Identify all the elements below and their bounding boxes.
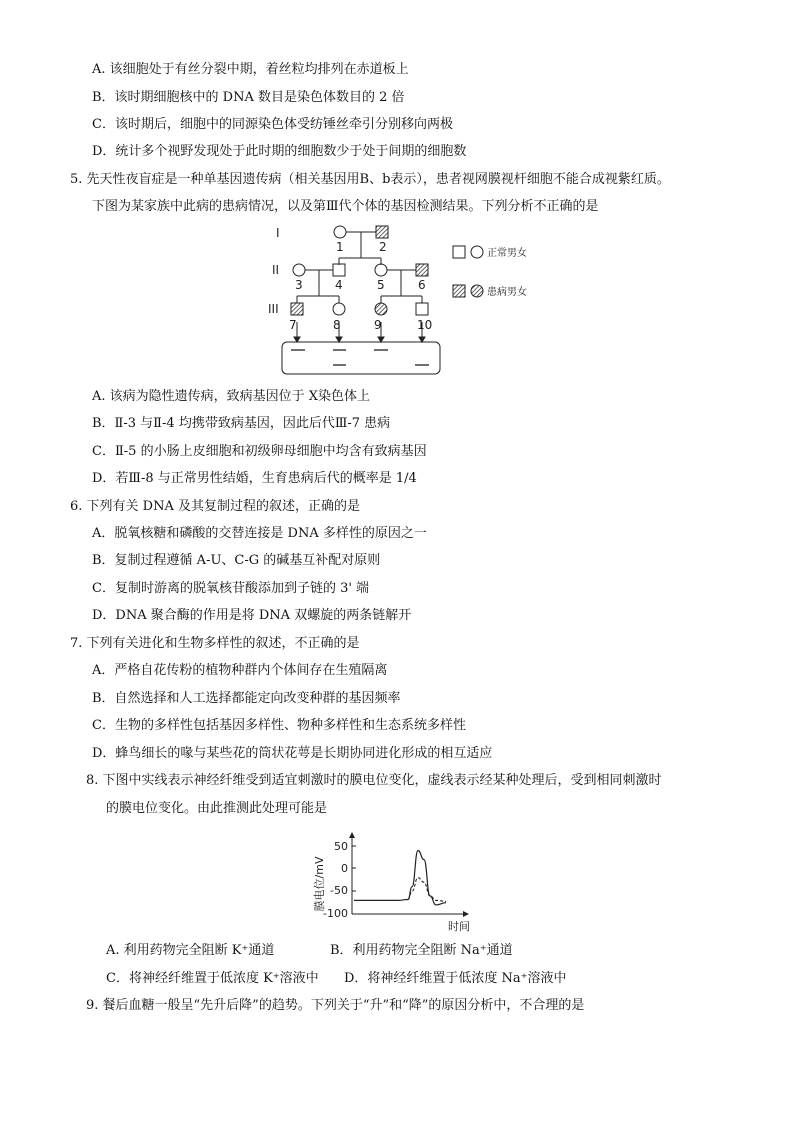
q4-option-a: A. 该细胞处于有丝分裂中期，着丝粒均排列在赤道板上 [92,62,409,77]
q5-option-b: B．Ⅱ-3 与Ⅱ-4 均携带致病基因，因此后代Ⅲ-7 患病 [92,416,391,431]
label-7: 7 [289,318,297,332]
y-tick-label: 50 [334,840,348,853]
q4-option-d: D．统计多个视野发现处于此时期的细胞数少于处于间期的细胞数 [92,144,467,159]
label-1: 1 [336,240,344,254]
q8-option-b: B．利用药物完全阻断 Na⁺通道 [330,943,513,958]
individual-I-1 [334,226,346,238]
label-4: 4 [335,278,343,292]
x-axis-arrow [463,911,469,917]
q5-option-c: C．Ⅱ-5 的小肠上皮细胞和初级卵母细胞中均含有致病基因 [92,444,427,459]
q8-option-a: A. 利用药物完全阻断 K⁺通道 [106,943,275,958]
gen-label-2: II [272,263,280,277]
q8-option-c: C．将神经纤维置于低浓度 K⁺溶液中 [106,971,319,986]
q7-option-c: C．生物的多样性包括基因多样性、物种多样性和生态系统多样性 [92,718,466,733]
chart-ylabel: 膜电位/mV [313,856,326,912]
q5-stem-line2: 下图为某家族中此病的患病情况，以及第Ⅲ代个体的基因检测结果。下列分析不正确的是 [92,199,599,214]
y-axis-arrow [349,832,355,838]
pedigree-diagram [260,220,550,380]
q7-stem: 7. 下列有关进化和生物多样性的叙述，不正确的是 [70,636,360,651]
q8-option-d: D．将神经纤维置于低浓度 Na⁺溶液中 [344,971,567,986]
individual-II-3 [293,264,305,276]
legend-affected-female-icon [471,285,483,297]
q8-stem-line2: 的膜电位变化。由此推测此处理可能是 [106,801,328,816]
individual-II-4 [333,264,345,276]
membrane-potential-chart [308,830,478,938]
label-8: 8 [333,318,341,332]
individual-II-6 [416,264,428,276]
gen-label-1: I [276,226,280,240]
gel-result-box [282,342,440,374]
label-9: 9 [374,318,382,332]
label-10: 10 [417,318,433,332]
q6-option-c: C．复制时游离的脱氧核苷酸添加到子链的 3' 端 [92,581,370,596]
q6-option-d: D．DNA 聚合酶的作用是将 DNA 双螺旋的两条链解开 [92,608,412,623]
individual-III-9 [375,303,387,315]
legend-normal-male-icon [453,246,465,258]
y-tick-label: 0 [341,862,348,875]
q6-option-b: B．复制过程遵循 A-U、C-G 的碱基互补配对原则 [92,553,381,568]
q5-option-d: D．若Ⅲ-8 与正常男性结婚，生育患病后代的概率是 1/4 [92,471,417,486]
q7-option-b: B．自然选择和人工选择都能定向改变种群的基因频率 [92,691,401,706]
individual-II-5 [375,264,387,276]
legend-affected-label: 患病男女 [487,287,527,298]
legend-normal-female-icon [471,246,483,258]
q4-option-c: C．该时期后，细胞中的同源染色体受纺锤丝牵引分别移向两极 [92,117,453,132]
q5-option-a: A. 该病为隐性遗传病，致病基因位于 X染色体上 [92,389,371,404]
chart-xlabel: 时间 [448,920,470,933]
q4-option-b: B．该时期细胞核中的 DNA 数目是染色体数目的 2 倍 [92,90,405,105]
q7-option-d: D．蜂鸟细长的喙与某些花的筒状花萼是长期协同进化形成的相互适应 [92,746,493,761]
q6-stem: 6. 下列有关 DNA 及其复制过程的叙述，正确的是 [70,499,360,514]
individual-III-8 [333,303,345,315]
individual-I-2 [376,226,388,238]
individual-III-10 [416,303,428,315]
gen-label-3: III [268,302,279,316]
label-5: 5 [377,278,385,292]
individual-III-7 [291,303,303,315]
q6-option-a: A．脱氧核糖和磷酸的交替连接是 DNA 多样性的原因之一 [92,526,427,541]
q5-stem-line1: 5. 先天性夜盲症是一种单基因遗传病（相关基因用B、b表示），患者视网膜视杆细胞不能合成视紫红质。 [70,172,670,187]
q9-stem: 9. 餐后血糖一般呈“先升后降”的趋势。下列关于“升”和“降”的原因分析中，不合理的是 [86,998,585,1013]
q7-option-a: A．严格自花传粉的植物种群内个体间存在生殖隔离 [92,663,388,678]
legend-normal-label: 正常男女 [487,248,527,259]
y-tick-label: -50 [330,884,348,897]
y-tick-label: -100 [323,907,348,920]
legend-affected-male-icon [453,285,465,297]
q8-stem-line1: 8. 下图中实线表示神经纤维受到适宜刺激时的膜电位变化，虚线表示经某种处理后，受到相同刺激时 [86,773,662,788]
label-3: 3 [295,278,303,292]
label-2: 2 [379,240,387,254]
label-6: 6 [418,278,426,292]
